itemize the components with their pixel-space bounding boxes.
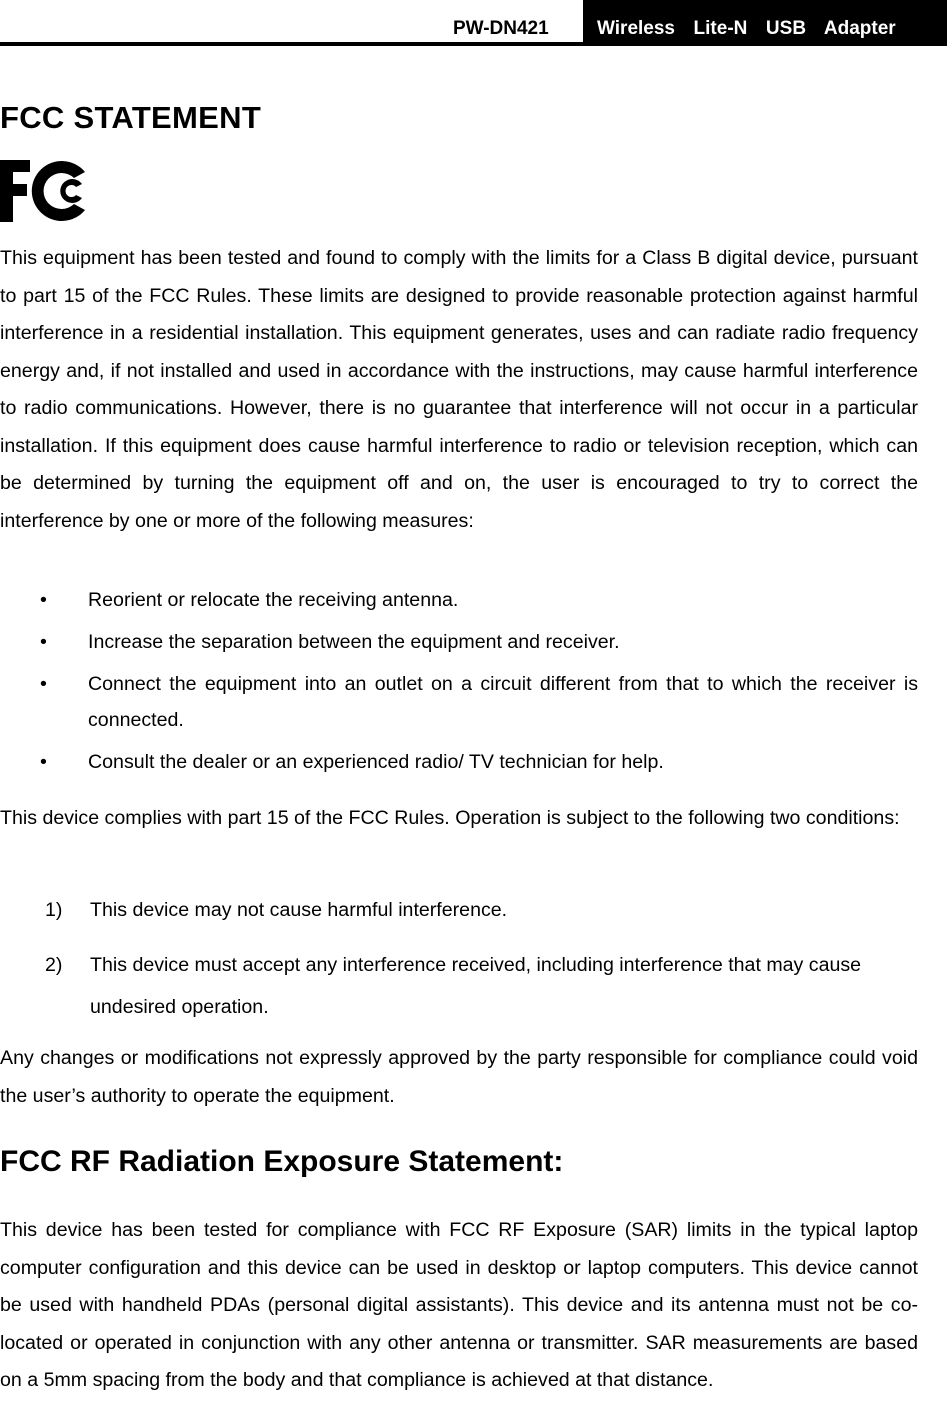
list-item-text: This device may not cause harmful interference. [90,899,508,921]
list-item-text: Connect the equipment into an outlet on a circuit different from that to which the receiver is connected. [88,673,918,731]
fcc-statement-heading: FCC STATEMENT [0,100,262,135]
bullet-icon: • [40,589,47,611]
list-item-text: Consult the dealer or an experienced radio/ TV technician for help. [88,751,664,773]
list-number: 1) [45,899,63,921]
list-item [0,624,918,660]
bullet-icon: • [40,751,47,773]
compliance-paragraph: This device complies with part 15 of the FCC Rules. Operation is subject to the following two conditions: [0,807,900,829]
list-item-text: This device must accept any interference received, including interference that may cause undesired operation. [90,954,862,1018]
header-rule [0,42,583,46]
product-title [583,0,947,46]
bullet-icon: • [40,673,47,695]
list-item [0,582,918,618]
bullet-icon: • [40,631,47,653]
list-item-text: Increase the separation between the equipment and receiver. [88,631,620,653]
page-header [0,0,947,46]
rf-exposure-heading: FCC RF Radiation Exposure Statement: [0,1145,564,1178]
list-number: 2) [45,954,63,976]
rf-exposure-paragraph: This device has been tested for compliance with FCC RF Exposure (SAR) limits in the typical laptop computer configuration and this device can be used in desktop or laptop computers. This device cannot be used with handheld PDAs (personal digital assistants). This device and its antenna must not be co-located or operated in conjunction with any other antenna or transmitter. SAR measurements are based on a 5mm spacing from the body and that compliance is achieved at that distance. [0,1219,918,1391]
measures-list [0,582,918,780]
list-item [0,744,918,780]
fcc-intro-paragraph: This equipment has been tested and found to comply with the limits for a Class B digital device, pursuant to part 15 of the FCC Rules. These limits are designed to provide reasonable protection against harmful interference in a residential installation. This equipment generates, uses and can radiate radio frequency energy and, if not installed and used in accordance with the instructions, may cause harmful interference to radio communications. However, there is no guarantee that interference will not occur in a particular installation. If this equipment does cause harmful interference to radio or television reception, which can be determined by turning the equipment off and on, the user is encouraged to try to correct the interference by one or more of the following measures: [0,247,918,532]
product-title-text: Wireless Lite-N USB Adapter [597,18,896,39]
fcc-logo [0,160,88,222]
conditions-list [0,892,918,1028]
changes-paragraph: Any changes or modifications not expressly approved by the party responsible for compliance could void the user’s authority to operate the equipment. [0,1047,918,1107]
list-item-text: Reorient or relocate the receiving antenna. [88,589,459,611]
model-number: PW-DN421 [453,18,549,39]
list-item [0,666,918,738]
list-item [0,892,918,928]
list-item [0,944,918,1028]
